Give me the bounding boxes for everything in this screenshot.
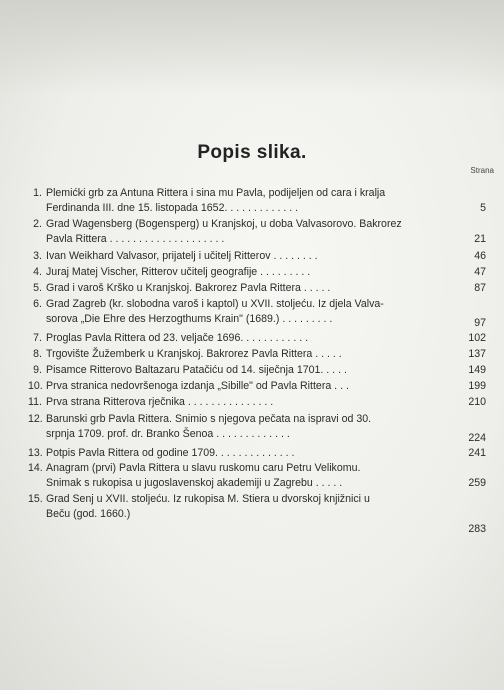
entry-caption [46, 461, 476, 491]
page-number: 259 [468, 477, 486, 489]
entry-caption [46, 347, 476, 362]
page-number: 46 [474, 250, 486, 262]
caption-line: Grad i varoš Krško u Kranjskoj. Bakrorez Pavla Rittera . . . . . [46, 282, 331, 294]
caption-line: Potpis Pavla Rittera od godine 1709. . . . . . . . . . . . . . [46, 447, 295, 459]
page-number: 47 [474, 266, 486, 278]
page-number: 21 [474, 233, 486, 245]
caption-line: Grad Wagensberg (Bogensperg) u Kranjskoj, u doba Valvasorovo. Bakrorez [46, 218, 402, 230]
entry-number: 1. [33, 187, 42, 199]
page-title: Popis slika. [197, 142, 307, 163]
entry-caption [46, 331, 476, 346]
entry-number: 6. [33, 298, 42, 310]
caption-line: Pisamce Ritterovo Baltazaru Patačiću od 14. siječnja 1701. . . . . [46, 364, 347, 376]
entry-number: 5. [33, 282, 42, 294]
caption-line: Barunski grb Pavla Rittera. Snimio s njegova pečata na ispravi od 30. [46, 413, 372, 425]
caption-line: Anagram (prvi) Pavla Rittera u slavu ruskomu caru Petru Velikomu. [46, 462, 361, 474]
caption-line: Trgovište Žužemberk u Kranjskoj. Bakrorez Pavla Rittera . . . . . [46, 348, 342, 360]
caption-line: Ferdinanda III. dne 15. listopada 1652. . . . . . . . . . . . . [46, 202, 299, 214]
page-number: 97 [474, 317, 486, 329]
entry-number: 12. [28, 413, 43, 425]
entry-caption [46, 297, 476, 327]
caption-line: sorova „Die Ehre des Herzogthums Krain" (1689.) . . . . . . . . . [46, 313, 333, 325]
caption-line: Ivan Weikhard Valvasor, prijatelj i učitelj Ritterov . . . . . . . . [46, 250, 318, 262]
entry-caption [46, 249, 476, 264]
entry-number: 7. [33, 332, 42, 344]
caption-line: Prva stranica nedovršenoga izdanja „Sibille" od Pavla Rittera . . . [46, 380, 349, 392]
entry-caption [46, 217, 476, 247]
page-number: 210 [468, 396, 486, 408]
entry-caption [46, 446, 476, 461]
entry-caption [46, 281, 476, 296]
entry-caption [46, 379, 476, 394]
entry-caption [46, 363, 476, 378]
entry-number: 8. [33, 348, 42, 360]
entry-number: 2. [33, 218, 42, 230]
page-number: 241 [468, 447, 486, 459]
caption-line: Proglas Pavla Rittera od 23. veljače 1696. . . . . . . . . . . . [46, 332, 309, 344]
entry-number: 14. [28, 462, 43, 474]
entry-number: 11. [28, 396, 42, 408]
entry-caption [46, 265, 476, 280]
caption-line: srpnja 1709. prof. dr. Branko Šenoa . . . . . . . . . . . . . [46, 428, 290, 440]
entry-caption [46, 186, 476, 216]
page-number: 283 [468, 523, 486, 535]
page-number: 5 [480, 202, 486, 214]
caption-line: Prva strana Ritterova rječnika . . . . . . . . . . . . . . . [46, 396, 274, 408]
entry-caption [46, 412, 476, 442]
entry-number: 13. [28, 447, 43, 459]
caption-line: Grad Senj u XVII. stoljeću. Iz rukopisa M. Stiera u dvorskoj knjižnici u [46, 493, 370, 505]
entry-caption [46, 492, 476, 522]
caption-line: Pavla Rittera . . . . . . . . . . . . . . . . . . . . [46, 233, 225, 245]
caption-line: Grad Zagreb (kr. slobodna varoš i kaptol) u XVII. stoljeću. Iz djela Valva- [46, 298, 384, 310]
caption-line: Snimak s rukopisa u jugoslavenskoj akademiji u Zagrebu . . . . . [46, 477, 343, 489]
entry-number: 15. [28, 493, 43, 505]
page-number: 224 [468, 432, 486, 444]
page-shadow [0, 0, 504, 95]
page-number: 137 [468, 348, 486, 360]
page-number: 149 [468, 364, 486, 376]
entry-number: 3. [33, 250, 42, 262]
column-header-strana: Strana [470, 166, 494, 175]
entry-number: 9. [33, 364, 42, 376]
caption-line: Juraj Matej Vischer, Ritterov učitelj geografije . . . . . . . . . [46, 266, 311, 278]
page-number: 199 [468, 380, 486, 392]
entry-number: 10. [28, 380, 43, 392]
entry-number: 4. [33, 266, 42, 278]
caption-line: Plemićki grb za Antuna Rittera i sina mu Pavla, podijeljen od cara i kralja [46, 187, 386, 199]
page-number: 102 [468, 332, 486, 344]
page-number: 87 [474, 282, 486, 294]
entry-caption [46, 395, 476, 410]
caption-line: Beču (god. 1660.) [46, 508, 131, 520]
